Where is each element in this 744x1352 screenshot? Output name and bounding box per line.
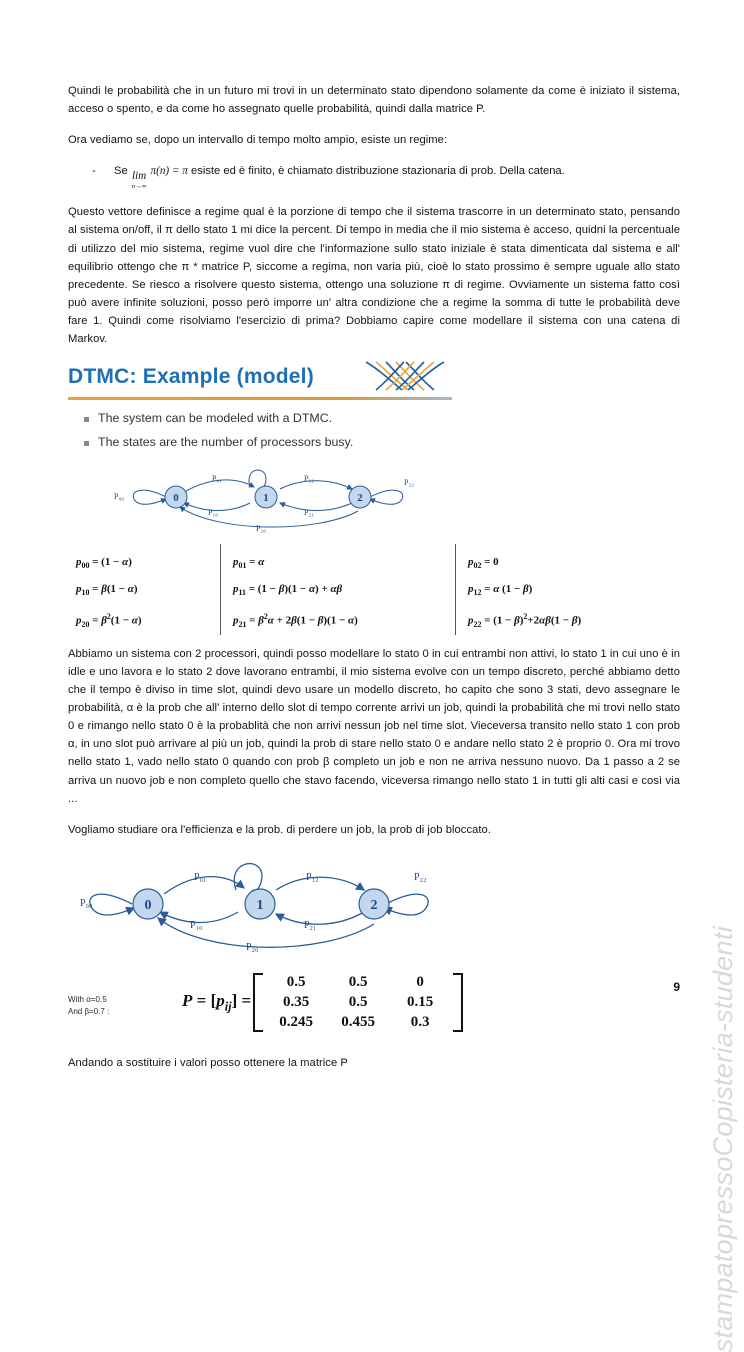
matrix-row xyxy=(265,993,451,1013)
dash-list-item xyxy=(68,162,680,190)
dash-text-before: Se xyxy=(114,165,128,178)
square-bullet-icon xyxy=(84,417,89,422)
slide-divider xyxy=(68,397,452,400)
matrix-cell: 0.455 xyxy=(341,1013,376,1030)
svg-text:P₀₀: P₀₀ xyxy=(80,897,93,909)
alpha-beta-note xyxy=(68,988,156,1017)
limit-operator xyxy=(132,171,147,190)
svg-text:P₂₀: P₂₀ xyxy=(246,941,259,953)
formula-column-1 xyxy=(220,544,455,635)
formula-row: $p_{20} = \beta^2(1 - \alpha)$ xyxy=(76,611,142,629)
bullet-text: The states are the number of processors busy. xyxy=(98,434,354,449)
svg-text:P₂₂: P₂₂ xyxy=(414,871,427,883)
dash-item-text xyxy=(114,162,565,190)
note-line-beta: And β=0.7 : xyxy=(68,1006,110,1016)
p-matrix-equation xyxy=(182,973,465,1032)
matrix-cell: 0.3 xyxy=(410,1013,430,1030)
formula-row: $p_{21} = \beta^2\alpha + 2\beta(1 - \beta)(1 - \alpha)$ xyxy=(233,611,358,629)
svg-text:1: 1 xyxy=(256,897,264,913)
list-item xyxy=(84,433,680,453)
slide-title: DTMC: Example (model) xyxy=(68,365,314,389)
note-line-alpha: With α=0.5 xyxy=(68,995,107,1005)
slide-header xyxy=(68,362,680,396)
matrix-cell: 0 xyxy=(416,973,424,990)
svg-text:2: 2 xyxy=(370,897,378,913)
matrix-cell: 0.35 xyxy=(283,993,310,1010)
page-number: 9 xyxy=(673,980,680,994)
paragraph-3: Questo vettore definisce a regime qual è la porzione di tempo che il sistema trascorre in un determinato stato, pensando al sistema on/off, il π dello stato 1 mi dice la percent. Di tempo in media che il mio sistema è acceso, quidni la percentuale di utilizzo del mio sistema, regime vuol dire che l'informazione sullo stato iniziale è stata dimenticata dal sistema e all' equilibrio ottengo che π * matrice P, siccome a regima, non varia più, cioè lo stato prossimo è sempre uguale allo stato precedente. Se riesco a risolvere questo sistema, ottengo una soluzione π di regime. Ovviamente un sistema fatto così può avere infinite soluzioni, posso però imporre un' altra condizione che a regime la somma di tutte le probabilità deve fare 1. Quindi come risolviamo l'esercizio di prima? Dobbiamo capire come modellare il sistema con una catena di Markov. xyxy=(68,206,680,346)
matrix-cell: 0.5 xyxy=(348,973,368,990)
limit-expression: π(n) = π xyxy=(150,165,188,178)
square-bullet-icon xyxy=(84,441,89,446)
svg-text:1: 1 xyxy=(263,491,269,504)
formula-row: $p_{10} = \beta(1 - \alpha)$ xyxy=(76,582,138,597)
formula-row: $p_{22} = (1 - \beta)^2+2\alpha\beta(1 - \beta)$ xyxy=(468,611,582,629)
svg-text:P₂₁: P₂₁ xyxy=(304,919,317,931)
matrix-cell: 0.245 xyxy=(279,1013,314,1030)
watermark-text: stampatopressoCopisteria-studenti xyxy=(708,926,738,1352)
paragraph-4: Abbiamo un sistema con 2 processori, quindi posso modellare lo stato 0 in cui entrambi non attivi, lo stato 1 in cui uno è in idle e uno lavora e lo stato 2 dove lavorano entrambi, il mio sistema evolve con un tempo discreto, perché abbiamo detto che il tempo è diviso in time slot, quindi devo usare un modello discreto, ho capito che sono 3 stati, devo assegnare le probabilità, α è la prob che all' interno dello slot di tempo corrente arrivi un job, quindi la probabilità che mi trovi nello stato 0 e rimango nello stato 0 è la probablità che non arrivi nessun job nel time slot. Vieceversa transito nello stato 1 con prob α, in uno slot può arrivare al più un job, quindi la prob di stare nello stato 0 e andare nello stato 2 è proprio 0. Ora mi trovo nello stato 1, vado nello stato 0 quando con prob β completo un job e non ne arriva nessuno nuovo. Da 1 passo a 2 se arriva un nuovo job e non completo quello che stavo facendo, viceversa rimango nello stato 1 in tutti gli alti casi e così via ... xyxy=(68,647,680,805)
matrix-cell: 0.15 xyxy=(407,993,434,1010)
svg-text:P₁₂: P₁₂ xyxy=(304,473,315,483)
limit-subscript: n→∞ xyxy=(131,182,147,190)
formula-row: $p_{02} = 0$ xyxy=(468,555,499,570)
formula-row: $p_{01} = \alpha$ xyxy=(233,555,265,570)
institution-logo-icon xyxy=(362,360,448,392)
slide-dtmc-example xyxy=(68,362,680,634)
left-bracket xyxy=(253,973,263,1032)
svg-text:2: 2 xyxy=(357,491,363,504)
matrix-bracket-group xyxy=(251,973,465,1032)
matrix-cell: 0.5 xyxy=(348,993,368,1010)
right-bracket xyxy=(453,973,463,1032)
bullet-text: The system can be modeled with a DTMC. xyxy=(98,411,333,426)
svg-text:0: 0 xyxy=(144,897,152,913)
list-item xyxy=(84,409,680,429)
matrix-cell: 0.5 xyxy=(286,973,306,990)
markov-chain-diagram-large xyxy=(78,852,680,967)
svg-text:P₁₂: P₁₂ xyxy=(306,871,319,883)
page-content xyxy=(68,82,680,1073)
limit-label: lim xyxy=(131,170,147,183)
formula-column-2 xyxy=(455,544,655,635)
formula-column-0 xyxy=(68,544,220,635)
svg-text:P₂₂: P₂₂ xyxy=(404,477,415,487)
svg-text:P₀₁: P₀₁ xyxy=(212,473,223,483)
paragraph-1: Quindi le probabilità che in un futuro mi trovi in un determinato stato dipendono solamente da come è iniziato il sistema, acceso o spento, e da come ho assegnato quelle probabilità, quindi dalla matrice P. xyxy=(68,85,680,116)
formula-row: $p_{00} = (1 - \alpha)$ xyxy=(76,555,132,570)
p-matrix-block xyxy=(68,973,680,1032)
svg-text:P₀₀: P₀₀ xyxy=(114,491,125,501)
paragraph-2: Ora vediamo se, dopo un intervallo di tempo molto ampio, esiste un regime: xyxy=(68,134,448,147)
matrix-row xyxy=(265,973,451,993)
p-matrix-lhs: $P = [p_{ij}]$ = xyxy=(182,990,252,1014)
matrix-row xyxy=(265,1013,451,1033)
svg-text:P₁₀: P₁₀ xyxy=(208,507,219,517)
matrix-values xyxy=(265,973,451,1032)
svg-text:P₁₀: P₁₀ xyxy=(190,919,203,931)
svg-text:P₂₁: P₂₁ xyxy=(304,507,315,517)
svg-text:P₂₀: P₂₀ xyxy=(256,523,267,533)
paragraph-5: Vogliamo studiare ora l'efficienza e la prob. di perdere un job, la prob di job bloccato. xyxy=(68,823,491,836)
markov-chain-diagram-small xyxy=(108,459,680,540)
dash-bullet: - xyxy=(92,165,96,178)
svg-text:P₀₁: P₀₁ xyxy=(194,871,207,883)
dash-text-after: esiste ed è finito, è chiamato distribuzione stazionaria di prob. Della catena. xyxy=(191,165,565,178)
slide-bullet-list xyxy=(84,409,680,452)
formula-row: $p_{12} = \alpha$ (1 − β) xyxy=(468,582,533,597)
transition-probability-formulas xyxy=(68,544,680,635)
formula-row: $p_{11} = (1 - \beta)(1 - \alpha) + \alpha\beta$ xyxy=(233,582,343,597)
paragraph-6: Andando a sostituire i valori posso ottenere la matrice P xyxy=(68,1057,348,1070)
svg-text:0: 0 xyxy=(173,491,179,504)
